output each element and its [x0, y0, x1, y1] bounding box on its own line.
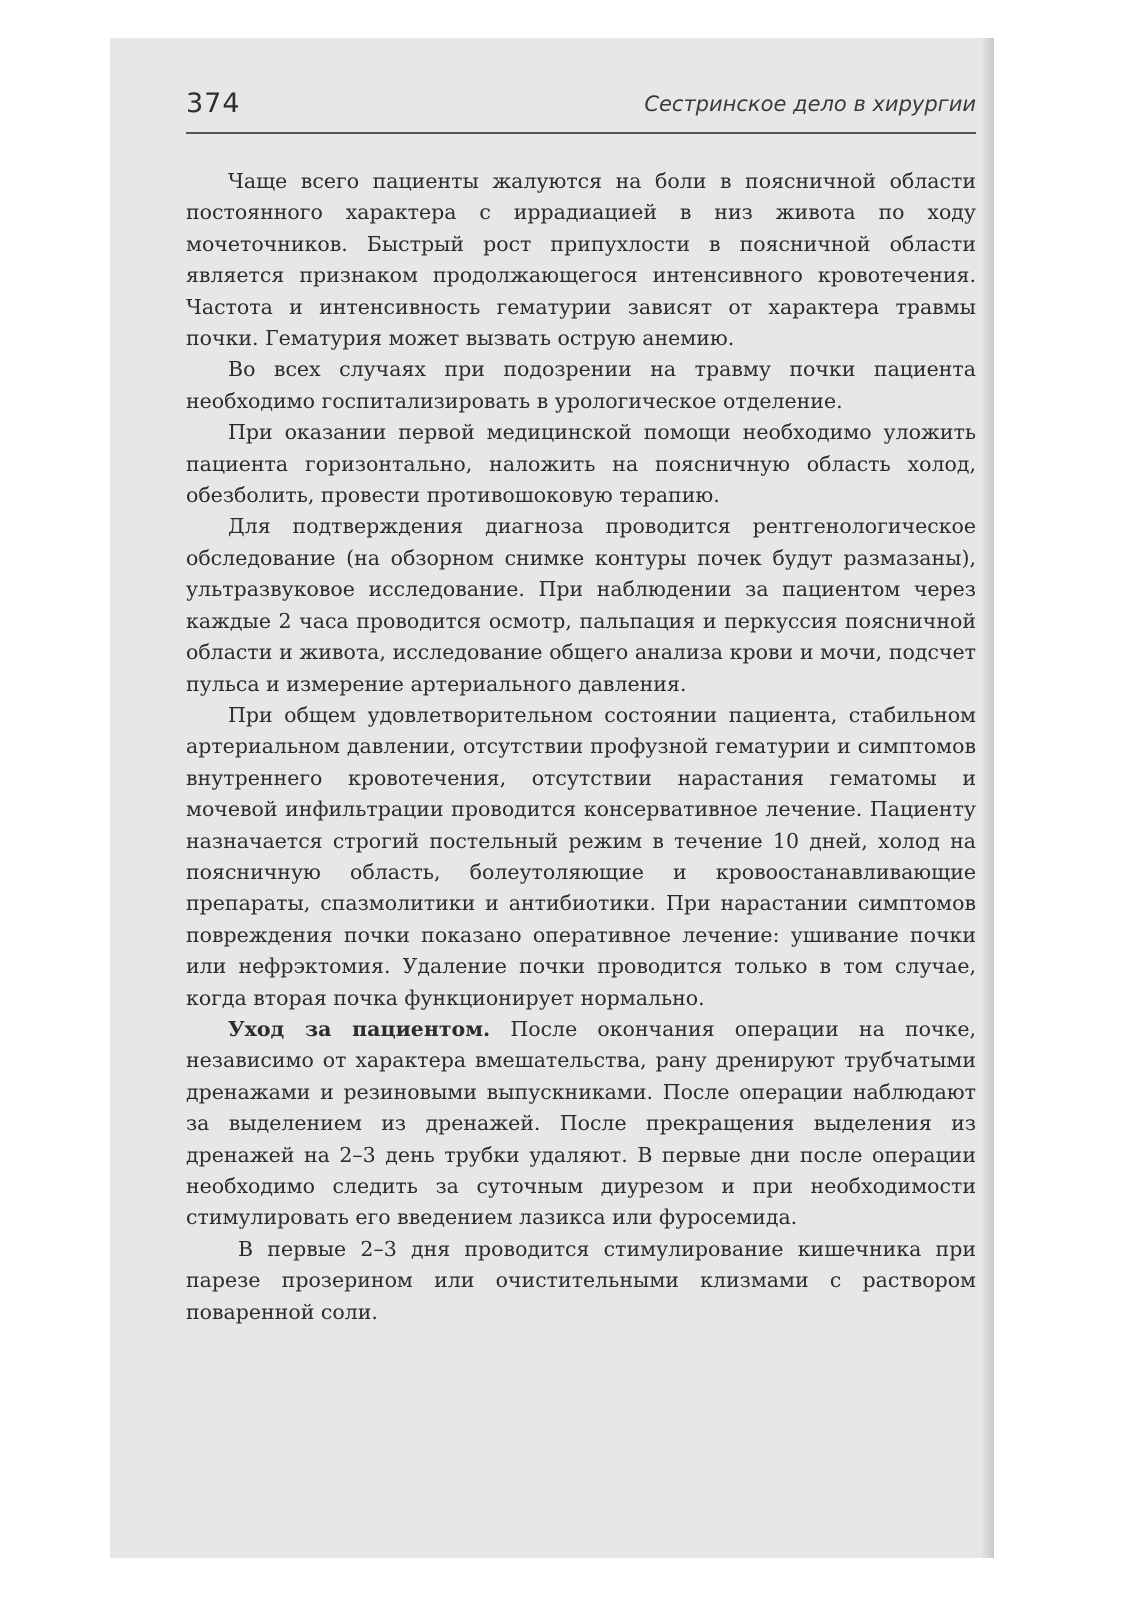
page-header: [186, 88, 976, 128]
body-text: [186, 166, 976, 1328]
paragraph-first-aid: При оказании первой медицинской помощи необходимо уложить пациента горизонтально, наложить на поясничную область холод, обезболить, провести противошоковую терапию.: [186, 420, 976, 508]
scanned-page: [110, 38, 994, 1558]
paragraph-treatment: При общем удовлетворительном состоянии пациента, стабильном артериальном давлении, отсутствии профузной гематурии и симптомов внутреннего кровотечения, отсутствии нарастания гематомы и мочевой инфильтрации проводится консервативное лечение. Пациенту назначается строгий постельный режим в течение 10 дней, холод на поясничную область, болеутоляющие и кровоостанавливающие препараты, спазмолитики и антибиотики. При нарастании симптомов повреждения почки показано оперативное лечение: ушивание почки или нефрэктомия. Удаление почки проводится только в том случае, когда вторая почка функционирует нормально.: [186, 702, 976, 1010]
running-title: Сестринское дело в хирургии: [644, 92, 976, 116]
paragraph-patient-care: [186, 1014, 976, 1234]
header-rule: [186, 132, 976, 134]
page-number: 374: [186, 88, 241, 119]
paragraph-diagnosis: Для подтверждения диагноза проводится рентгенологическое обследование (на обзорном снимке контуры почек будут размазаны), ультразвуковое исследование. При наблюдении за пациентом через каждые 2 часа проводится осмотр, пальпация и перкуссия поясничной области и живота, исследование общего анализа крови и мочи, подсчет пульса и измерение артериального давления.: [186, 514, 976, 696]
paragraph-bowel-stimulation: В первые 2–3 дня проводится стимулирование кишечника при парезе прозерином или очистительными клизмами с раствором поваренной соли.: [186, 1236, 976, 1324]
paragraph-hospitalization: Во всех случаях при подозрении на травму почки пациента необходимо госпитализировать в урологическое отделение.: [186, 357, 976, 413]
patient-care-heading: Уход за пациентом.: [228, 1016, 491, 1041]
patient-care-text: После окончания операции на почке, независимо от характера вмешательства, рану дренируют трубчатыми дренажами и резиновыми выпускниками. После операции наблюдают за выделением из дренажей. После прекращения выделения из дренажей на 2–3 день трубки удаляют. В первые дни после операции необходимо следить за суточным диурезом и при необходимости стимулировать его введением лазикса или фуросемида.: [186, 1016, 977, 1230]
paragraph-symptoms: Чаще всего пациенты жалуются на боли в поясничной области постоянного характера с иррадиацией в низ живота по ходу мочеточников. Быстрый рост припухлости в поясничной области является признаком продолжающегося интенсивного кровотечения. Частота и интенсивность гематурии зависят от характера травмы почки. Гематурия может вызвать острую анемию.: [186, 169, 976, 351]
